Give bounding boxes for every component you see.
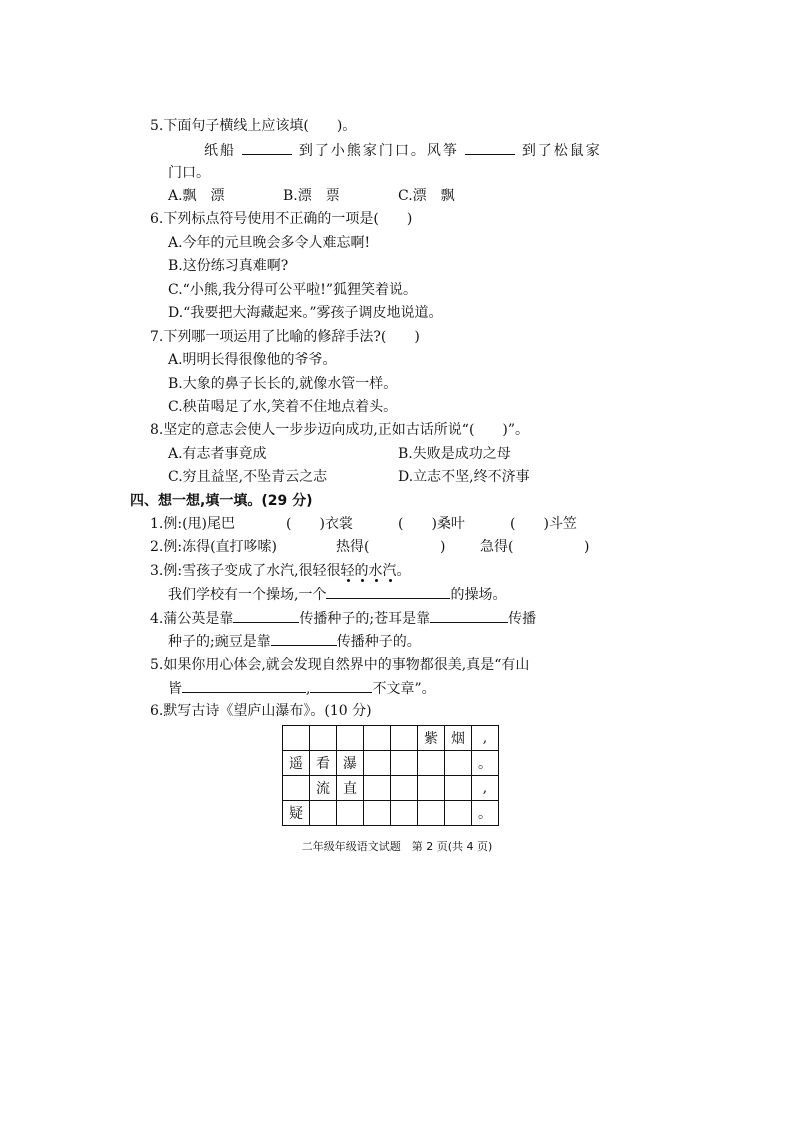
poem-cell[interactable] xyxy=(310,726,337,751)
poem-row xyxy=(283,726,499,751)
s4-q5-d: 不文章”。 xyxy=(372,681,436,697)
page-footer: 二年级年级语文试题 第 2 页(共 4 页) xyxy=(301,840,493,853)
s4-q3-line2 xyxy=(168,584,506,605)
q5-blank-2[interactable] xyxy=(465,140,515,155)
s4-q3-blank[interactable] xyxy=(326,584,450,599)
s4-q1-item-2-text: 桑叶 xyxy=(436,516,465,532)
q7-option-b[interactable]: B.大象的鼻子长长的,就像水管一样。 xyxy=(168,376,398,392)
poem-cell: 烟 xyxy=(445,726,472,751)
poem-cell[interactable] xyxy=(418,751,445,776)
poem-cell[interactable] xyxy=(283,726,310,751)
q8-option-b[interactable]: B.失败是成功之母 xyxy=(398,446,511,462)
s4-q5-line2 xyxy=(168,678,436,699)
s4-q5-b: 皆 xyxy=(168,681,182,697)
s4-q5-blank-2[interactable] xyxy=(310,678,372,693)
q5-sentence-part-b: 到了小熊家门口。风筝 xyxy=(298,143,459,159)
q7-stem: 7.下列哪一项运用了比喻的修辞手法?( ) xyxy=(150,329,420,345)
q5-option-b[interactable]: B.漂 票 xyxy=(283,188,340,204)
q5-sentence-part-a: 纸船 xyxy=(204,143,236,159)
poem-cell: 疑 xyxy=(283,801,310,826)
poem-cell: 流 xyxy=(310,776,337,801)
section-4-title: 四、想一想,填一填。(29 分) xyxy=(130,493,313,509)
s4-q2-item-1-open: 热得( xyxy=(336,539,370,555)
poem-cell[interactable] xyxy=(445,776,472,801)
q5-blank-1[interactable] xyxy=(242,140,292,155)
poem-cell[interactable] xyxy=(337,726,364,751)
poem-row xyxy=(283,801,499,826)
poem-cell[interactable] xyxy=(418,801,445,826)
poem-cell[interactable] xyxy=(391,801,418,826)
poem-cell[interactable] xyxy=(310,801,337,826)
q8-option-c[interactable]: C.穷且益坚,不坠青云之志 xyxy=(168,469,328,485)
s4-q4-b: 传播种子的;苍耳是靠 xyxy=(299,611,431,627)
poem-cell[interactable] xyxy=(364,801,391,826)
s4-q4-blank-2[interactable] xyxy=(430,608,508,623)
s4-q5-line1: 5.如果你用心体会,就会发现自然界中的事物都很美,真是“有山 xyxy=(150,657,530,673)
s4-q4-blank-1[interactable] xyxy=(233,608,299,623)
poem-cell: , xyxy=(472,726,499,751)
poem-cell[interactable] xyxy=(364,776,391,801)
emphasis-dot xyxy=(375,579,378,582)
s4-q4-a: 4.蒲公英是靠 xyxy=(150,611,234,627)
poem-cell[interactable] xyxy=(337,801,364,826)
poem-cell: 紫 xyxy=(418,726,445,751)
q8-option-d[interactable]: D.立志不坚,终不济事 xyxy=(398,469,530,485)
poem-cell: 看 xyxy=(310,751,337,776)
s4-q1-example: 1.例:(甩)尾巴 xyxy=(150,516,235,532)
q8-stem: 8.坚定的意志会使人一步步迈向成功,正如古话所说“( )”。 xyxy=(150,422,530,438)
poem-cell[interactable] xyxy=(364,726,391,751)
s4-q1-item-3: ( )斗笠 xyxy=(510,516,577,532)
emphasis-dot xyxy=(389,579,392,582)
s4-q4-line1 xyxy=(150,608,536,629)
q6-option-b[interactable]: B.这份练习真难啊? xyxy=(168,258,289,274)
q6-option-c[interactable]: C.“小熊,我分得可公平啦!”狐狸笑着说。 xyxy=(168,282,418,298)
emphasis-dot xyxy=(361,579,364,582)
s4-q5-blank-1[interactable] xyxy=(182,678,306,693)
poem-cell: 。 xyxy=(472,751,499,776)
q6-option-d[interactable]: D.“我要把大海藏起来。”雾孩子调皮地说道。 xyxy=(168,305,443,321)
poem-cell: 遥 xyxy=(283,751,310,776)
s4-q4-c: 传播 xyxy=(508,611,537,627)
s4-q4-blank-3[interactable] xyxy=(271,631,337,646)
s4-q6-stem: 6.默写古诗《望庐山瀑布》。(10 分) xyxy=(150,703,372,719)
s4-q5-c: , xyxy=(306,681,311,697)
s4-q1-item-3-text: 斗笠 xyxy=(548,516,577,532)
poem-cell: 。 xyxy=(472,801,499,826)
poem-cell[interactable] xyxy=(391,751,418,776)
poem-cell[interactable] xyxy=(418,776,445,801)
poem-cell[interactable] xyxy=(364,751,391,776)
poem-grid xyxy=(282,725,499,826)
s4-q2-item-1-close: ) xyxy=(440,539,446,555)
poem-cell[interactable] xyxy=(445,801,472,826)
poem-cell[interactable] xyxy=(391,726,418,751)
q8-option-a[interactable]: A.有志者事竟成 xyxy=(168,446,267,462)
q5-stem: 5.下面句子横线上应该填( )。 xyxy=(150,118,357,134)
q6-stem: 6.下列标点符号使用不正确的一项是( ) xyxy=(150,211,413,227)
s4-q4-line2 xyxy=(168,631,421,652)
poem-row xyxy=(283,776,499,801)
q5-option-a[interactable]: A.飘 漂 xyxy=(168,188,225,204)
s4-q2-item-2-close: ) xyxy=(584,539,590,555)
s4-q2-blank-2[interactable] xyxy=(524,537,580,555)
poem-cell: , xyxy=(472,776,499,801)
q6-option-a[interactable]: A.今年的元旦晚会多令人难忘啊! xyxy=(168,235,371,251)
poem-cell[interactable] xyxy=(445,751,472,776)
s4-q2-blank-1[interactable] xyxy=(380,537,436,555)
s4-q4-e: 传播种子的。 xyxy=(336,634,421,650)
s4-q1-item-1-text: 衣裳 xyxy=(324,516,353,532)
s4-q1-item-2: ( )桑叶 xyxy=(398,516,465,532)
poem-cell[interactable] xyxy=(283,776,310,801)
poem-cell: 直 xyxy=(337,776,364,801)
s4-q3-line2-a: 我们学校有一个操场,一个 xyxy=(168,587,327,603)
s4-q3-line2-b: 的操场。 xyxy=(450,587,507,603)
poem-cell[interactable] xyxy=(391,776,418,801)
q5-sentence-part-d: 门口。 xyxy=(168,165,210,181)
s4-q3-example: 3.例:雪孩子变成了水汽,很轻很轻的水汽。 xyxy=(150,563,411,579)
q7-option-c[interactable]: C.秧苗喝足了水,笑着不住地点着头。 xyxy=(168,399,398,415)
poem-row xyxy=(283,751,499,776)
emphasis-dot xyxy=(347,579,350,582)
q5-sentence xyxy=(204,140,602,161)
poem-cell: 瀑 xyxy=(337,751,364,776)
q5-sentence-part-c: 到了松鼠家 xyxy=(521,143,602,159)
q7-option-a[interactable]: A.明明长得很像他的爷爷。 xyxy=(168,352,337,368)
q5-option-c[interactable]: C.漂 飘 xyxy=(398,188,455,204)
s4-q2-example: 2.例:冻得(直打哆嗦) xyxy=(150,539,277,555)
s4-q2-item-2-open: 急得( xyxy=(480,539,514,555)
s4-q4-d: 种子的;豌豆是靠 xyxy=(168,634,271,650)
s4-q1-item-1: ( )衣裳 xyxy=(286,516,353,532)
